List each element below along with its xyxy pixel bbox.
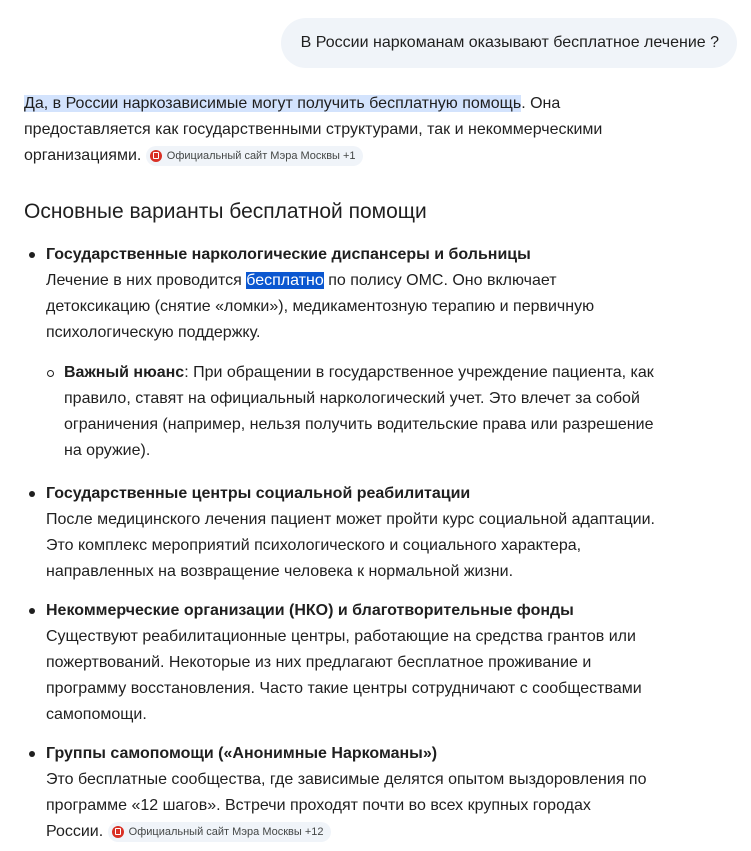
list-item-body xyxy=(46,598,736,728)
list-item-body xyxy=(46,242,736,346)
text-line: психологическую поддержку. xyxy=(46,324,261,341)
bullet xyxy=(29,608,35,614)
text-line: на оружие). xyxy=(64,442,151,459)
moscow-mayor-site-icon xyxy=(112,826,124,838)
moscow-mayor-site-icon xyxy=(150,150,162,162)
sub-list-item-body xyxy=(64,360,736,464)
bullet xyxy=(29,751,35,757)
list-item-text xyxy=(46,507,736,585)
text-fragment: Лечение в них проводится xyxy=(46,272,247,289)
sub-item-text xyxy=(64,360,736,464)
user-message-bubble xyxy=(281,18,737,68)
text-line: детоксикацию (снятие «ломки»), медикаментозную терапию и первичную xyxy=(46,298,595,315)
source-chip-label: Официальный сайт Мэра Москвы +1 xyxy=(166,149,356,162)
text-line: направленных на возвращение человека к нормальной жизни. xyxy=(46,563,514,580)
list-item-title: Государственные центры социальной реабилитации xyxy=(46,485,471,502)
text-fragment: по полису ОМС. Оно включает xyxy=(323,272,557,289)
list-item-text xyxy=(46,624,736,728)
text-line: Это комплекс мероприятий психологического и социального характера, xyxy=(46,537,582,554)
text-line: Это бесплатные сообщества, где зависимые делятся опытом выздоровления по xyxy=(46,771,647,788)
source-chip-label: Официальный сайт Мэра Москвы +12 xyxy=(128,825,324,838)
intro-line-2: предоставляется как государственными структурами, так и некоммерческими xyxy=(24,121,603,138)
selected-text[interactable]: бесплатно xyxy=(246,272,324,289)
bullet xyxy=(29,252,35,258)
intro-line-3: организациями. xyxy=(24,147,142,164)
list-item-body xyxy=(46,741,736,845)
text-line: программу восстановления. Часто такие центры сотрудничают с сообществами xyxy=(46,680,642,697)
section-heading: Основные варианты бесплатной помощи xyxy=(24,200,427,223)
sub-bullet xyxy=(47,370,54,377)
text-fragment: : При обращении в государственное учреждение пациента, как xyxy=(184,364,654,381)
text-line: правило, ставят на официальный наркологический учет. Это влечет за собой xyxy=(64,390,640,407)
list-item-text xyxy=(46,767,736,845)
bullet xyxy=(29,491,35,497)
intro-rest: . Она xyxy=(521,95,561,112)
text-line: Существуют реабилитационные центры, работающие на средства грантов или xyxy=(46,628,636,645)
text-line: пожертвований. Некоторые из них предлагают бесплатное проживание и xyxy=(46,654,592,671)
text-line: ограничения (например, нельзя получить водительские права или разрешение xyxy=(64,416,654,433)
text-line: самопомощи. xyxy=(46,706,147,723)
text-line: После медицинского лечения пациент может пройти курс социальной адаптации. xyxy=(46,511,655,528)
source-chip[interactable] xyxy=(146,146,363,166)
answer-intro xyxy=(24,91,736,169)
list-item-body xyxy=(46,481,736,585)
list-item-title: Государственные наркологические диспансеры и больницы xyxy=(46,246,531,263)
list-item-title: Группы самопомощи («Анонимные Наркоманы») xyxy=(46,745,438,762)
user-message-text: В России наркоманам оказывают бесплатное лечение ? xyxy=(300,34,719,51)
sub-item-label: Важный нюанс xyxy=(64,364,185,381)
text-line: России. xyxy=(46,823,104,840)
intro-highlight[interactable]: Да, в России наркозависимые могут получить бесплатную помощь xyxy=(24,95,522,112)
list-item-text xyxy=(46,268,736,346)
source-chip[interactable] xyxy=(108,822,331,842)
list-item-title: Некоммерческие организации (НКО) и благотворительные фонды xyxy=(46,602,574,619)
text-line: программе «12 шагов». Встречи проходят почти во всех крупных городах xyxy=(46,797,591,814)
